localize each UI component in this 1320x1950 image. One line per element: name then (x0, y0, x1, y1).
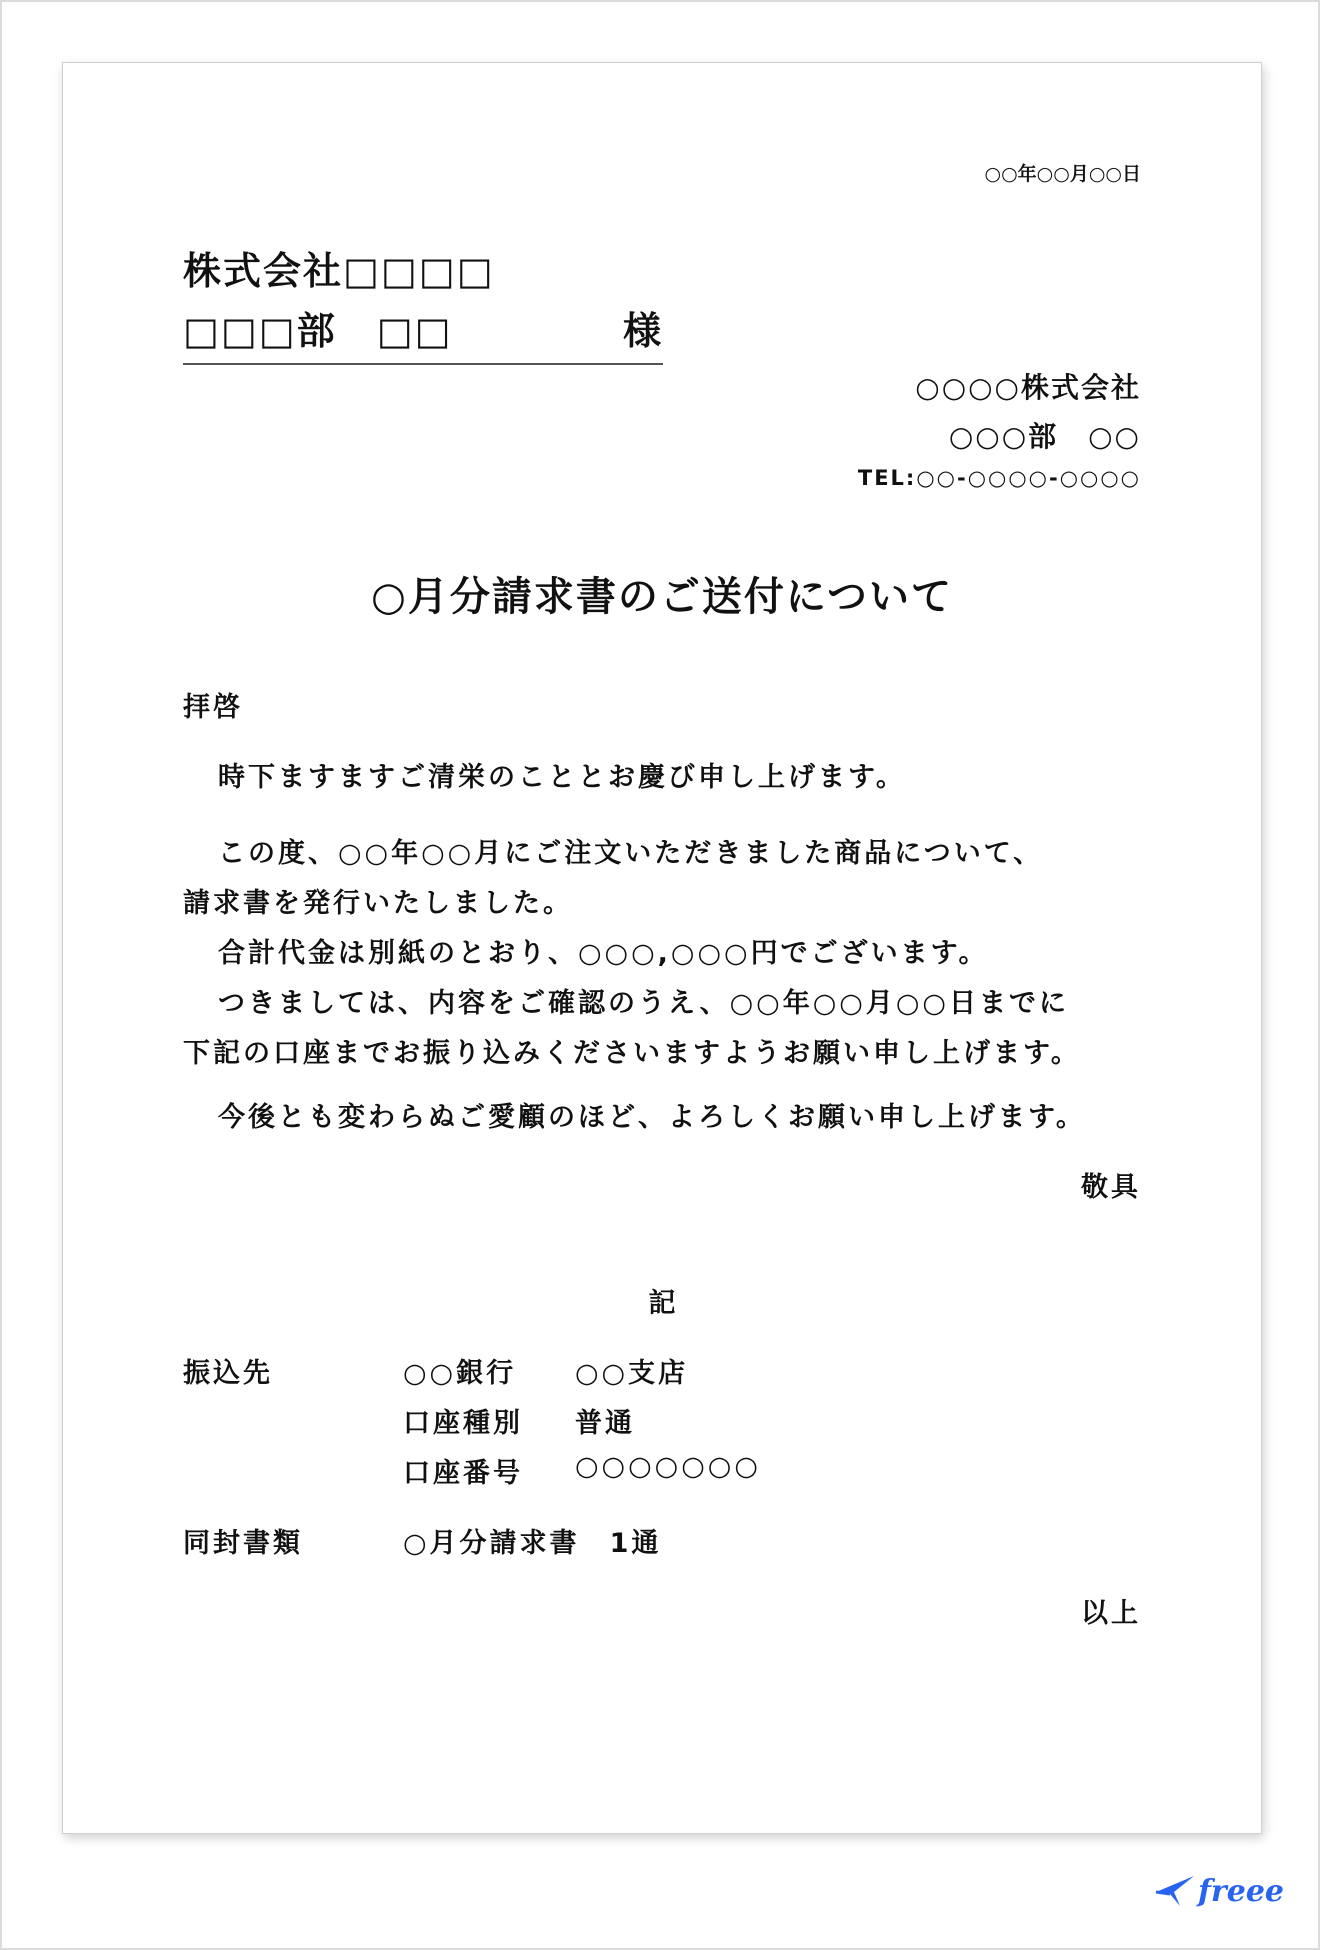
freee-logo (1154, 1870, 1284, 1912)
account-type-label: 口座種別 (403, 1408, 523, 1439)
branch-name: ○○支店 (575, 1358, 689, 1389)
logo-text: freee (1198, 1873, 1284, 1909)
account-number-label: 口座番号 (403, 1458, 523, 1489)
recipient-line (183, 301, 663, 361)
bank-name: ○○銀行 (403, 1358, 517, 1389)
enclosure-item (403, 1521, 661, 1560)
paragraph-greeting: 時下ますますご清栄のこととお慶び申し上げます。 (218, 762, 906, 793)
account-type-value: 普通 (575, 1408, 635, 1439)
sender-block (858, 363, 1141, 495)
recipient-honorific: 様 (622, 309, 663, 353)
closing-word: 敬具 (1081, 1172, 1141, 1203)
transfer-label: 振込先 (183, 1358, 273, 1389)
notes-heading: 記 (648, 1288, 676, 1319)
letter-paper (62, 62, 1262, 1834)
end-word: 以上 (1081, 1598, 1141, 1629)
paragraph-main (183, 829, 1143, 1079)
recipient-block (183, 241, 663, 365)
enclosure-item-name: ○月分請求書 (403, 1528, 580, 1559)
account-number-value: ○○○○○○○ (575, 1451, 761, 1482)
paragraph-main-line: この度、○○年○○月にご注文いただきました商品について、 (218, 838, 1044, 869)
enclosure-count: 1通 (609, 1528, 662, 1559)
enclosure-label: 同封書類 (183, 1528, 303, 1559)
recipient-company: 株式会社□□□□ (183, 249, 495, 293)
opening-word: 拝啓 (183, 692, 243, 723)
letter-date: ○○年○○月○○日 (984, 163, 1141, 185)
paragraph-main-line: つきましては、内容をご確認のうえ、○○年○○月○○日までに (218, 988, 1069, 1019)
recipient-department: □□□部 □□ (183, 309, 453, 353)
paragraph-main-line: 下記の口座までお振り込みくださいますようお願い申し上げます。 (183, 1038, 1081, 1069)
bird-icon (1154, 1870, 1196, 1912)
sender-department: ○○○部 ○○ (948, 420, 1141, 453)
paragraph-closing: 今後とも変わらぬご愛顧のほど、よろしくお願い申し上げます。 (218, 1102, 1086, 1133)
letter-title: ○月分請求書のご送付について (370, 574, 954, 620)
sender-tel: TEL:○○-○○○○-○○○○ (857, 466, 1141, 490)
paragraph-main-line: 請求書を発行いたしました。 (183, 888, 573, 919)
paragraph-main-line: 合計代金は別紙のとおり、○○○,○○○円でございます。 (218, 938, 989, 969)
sender-company: ○○○○株式会社 (915, 371, 1141, 404)
